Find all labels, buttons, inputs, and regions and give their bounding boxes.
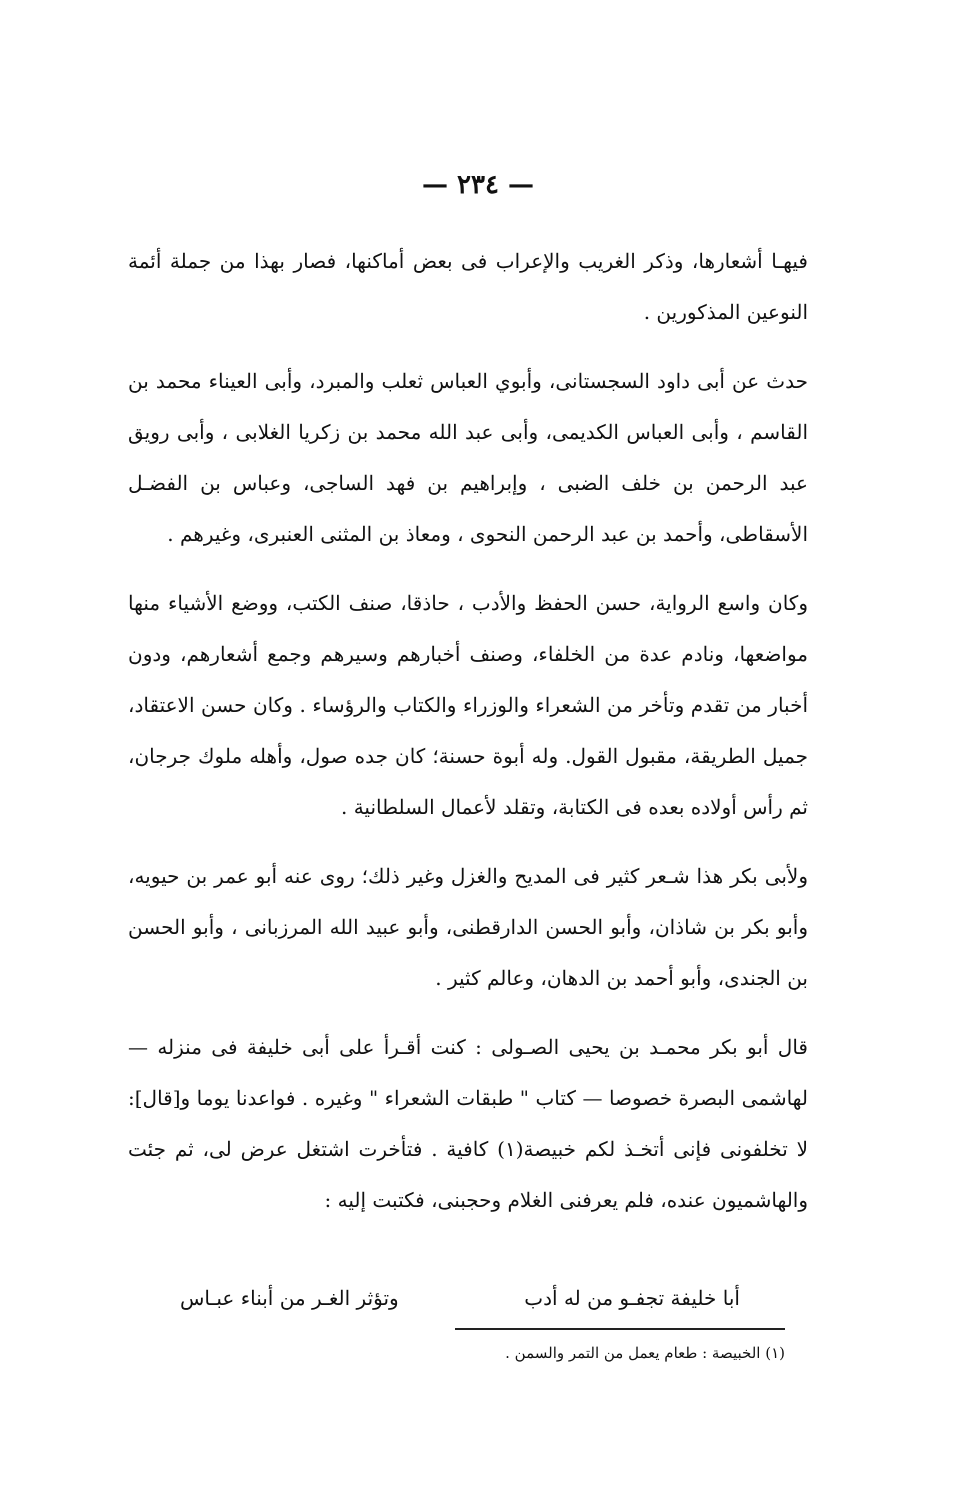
footnote-divider [455, 1328, 785, 1330]
paragraph: وكان واسع الرواية، حسن الحفظ والأدب ، حاذقا، صنف الكتب، ووضع الأشياء منها مواضعها، ونادم عدة من الخلفاء، وصنف أخبارهم وسيرهم وجمع أشعارهم، ودون أخبار من تقدم وتأخر من الشعراء والوزراء والكتاب والرؤساء . وكان حسن الاعتقاد، جميل الطريقة، مقبول القول. وله أبوة حسنة؛ كان جده صول، وأهله ملوك جرجان، ثم رأس أولاده بعده فى الكتابة، وتقلد لأعمال السلطانية . [128, 591, 808, 819]
poem-hemistich-second: وتؤثر الغـر من أبناء عبـاس [180, 1286, 399, 1310]
footnote: (١) الخبيصة : طعام يعمل من التمر والسمن . [505, 1344, 785, 1362]
paragraph: قال أبو بكر محمـد بن يحيى الصـولى : كنت أقـرأ على أبى خليفة فى منزله — لهاشمى البصرة خصوصا — كتاب " طبقات الشعراء " وغيره . فواعدنا يوما و[قال]: لا تخلفونى فإنى أتخـذ لكم خبيصة(١) كافية . فتأخرت اشتغل عرض لى، ثم جئت والهاشميون عنده، فلم يعرفنى الغلام وحجبنى، فكتبت إليه : [128, 1035, 808, 1212]
poem-hemistich-first: أبا خليفة تجفـو من له أدب [524, 1286, 740, 1310]
paragraph: حدث عن أبى داود السجستانى، وأبوي العباس ثعلب والمبرد، وأبى العيناء محمد بن القاسم ، وأبى العباس الكديمى، وأبى عبد الله محمد بن زكريا الغلابى ، وأبى رويق عبد الرحمن بن خلف الضبى ، وإبراهيم بن فهد الساجى، وعباس بن الفضـل الأسقاطى، وأحمد بن عبد الرحمن النحوى ، ومعاذ بن المثنى العنبرى، وغيرهم . [128, 369, 808, 546]
paragraph: ولأبى بكر هذا شـعر كثير فى المديح والغزل وغير ذلك؛ روى عنه أبو عمر بن حيويه، وأبو بكر بن شاذان، وأبو الحسن الدارقطنى، وأبو عبيد الله المرزبانى ، وأبو الحسن بن الجندى، وأبو أحمد بن الدهان، وعالم كثير . [128, 864, 808, 990]
paragraph: فيهـا أشعارها، وذكر الغريب والإعراب فى بعض أماكنها، فصار بهذا من جملة أئمة النوعين المذكورين . [128, 249, 808, 324]
body-text [128, 236, 808, 1226]
page-number: — ٢٣٤ — [421, 170, 535, 200]
poem-verse [180, 1278, 740, 1318]
